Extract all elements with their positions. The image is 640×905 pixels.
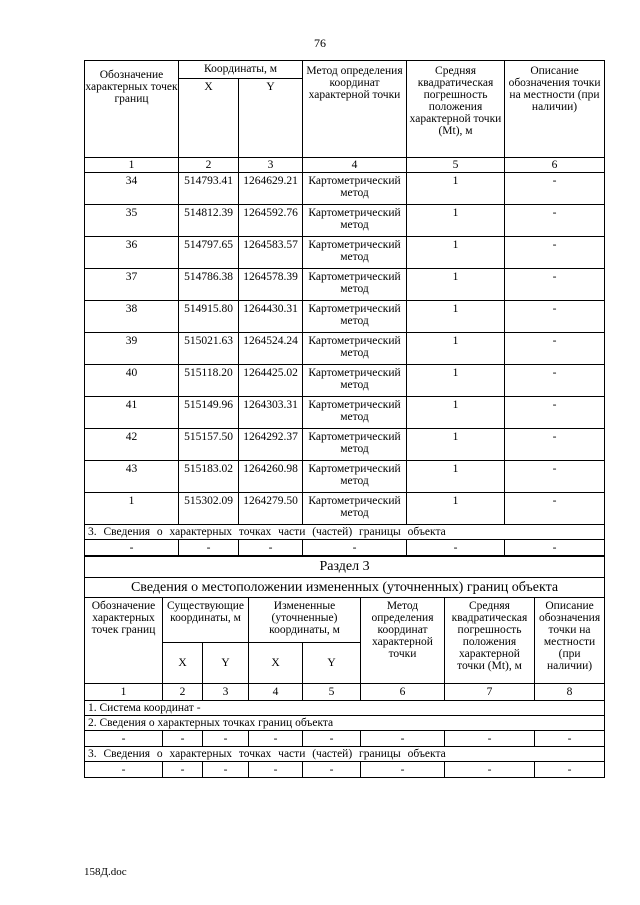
column-numbers-row — [85, 158, 605, 173]
table-row — [85, 365, 605, 397]
empty-cell: - — [303, 762, 361, 778]
header-existing-x: X — [163, 643, 203, 684]
table-row — [85, 269, 605, 301]
method-cell: Картометрический метод — [303, 429, 407, 461]
mt-cell: 1 — [407, 205, 505, 237]
page-number: 76 — [314, 36, 326, 50]
point-cell: 41 — [85, 397, 179, 429]
method-cell: Картометрический метод — [303, 333, 407, 365]
point-cell: 35 — [85, 205, 179, 237]
desc-cell: - — [505, 205, 605, 237]
y-cell: 1264279.50 — [239, 493, 303, 525]
col-number: 2 — [163, 684, 203, 701]
mt-cell: 1 — [407, 237, 505, 269]
header-mt: Средняя квадратическая погрешность положения характерной точки (Mt), м — [445, 598, 535, 684]
mt-cell: 1 — [407, 333, 505, 365]
x-cell: 515183.02 — [179, 461, 239, 493]
table-row — [85, 461, 605, 493]
table-title-row — [85, 578, 605, 598]
method-cell: Картометрический метод — [303, 269, 407, 301]
method-cell: Картометрический метод — [303, 205, 407, 237]
point-cell: 1 — [85, 493, 179, 525]
section-title-row — [85, 557, 605, 578]
method-cell: Картометрический метод — [303, 397, 407, 429]
table-row — [85, 493, 605, 525]
empty-cell: - — [203, 762, 249, 778]
point-cell: 37 — [85, 269, 179, 301]
col-number: 4 — [303, 158, 407, 173]
empty-cell: - — [361, 731, 445, 747]
method-cell: Картометрический метод — [303, 493, 407, 525]
col-number: 5 — [407, 158, 505, 173]
header-points: Обозначение характерных точек границ — [85, 61, 179, 158]
section-row — [85, 525, 605, 540]
dash-row — [85, 540, 605, 556]
empty-cell: - — [239, 540, 303, 556]
changed-boundaries-table — [84, 556, 605, 778]
coordinate-system-label: 1. Система координат - — [85, 701, 605, 716]
section-2-label: 2. Сведения о характерных точках границ объекта — [85, 716, 605, 731]
mt-cell: 1 — [407, 493, 505, 525]
header-mt: Средняя квадратическая погрешность положения характерной точки (Mt), м — [407, 61, 505, 158]
x-cell: 515021.63 — [179, 333, 239, 365]
x-cell: 515149.96 — [179, 397, 239, 429]
mt-cell: 1 — [407, 365, 505, 397]
empty-cell: - — [203, 731, 249, 747]
table-header-row — [85, 598, 605, 643]
mt-cell: 1 — [407, 173, 505, 205]
empty-cell: - — [445, 762, 535, 778]
table-row — [85, 397, 605, 429]
empty-cell: - — [249, 731, 303, 747]
boundary-points-table — [84, 60, 605, 556]
table-row — [85, 301, 605, 333]
header-existing-coords: Существующие координаты, м — [163, 598, 249, 643]
desc-cell: - — [505, 493, 605, 525]
mt-cell: 1 — [407, 301, 505, 333]
section-row — [85, 701, 605, 716]
empty-cell: - — [535, 762, 605, 778]
mt-cell: 1 — [407, 461, 505, 493]
point-cell: 39 — [85, 333, 179, 365]
section-row — [85, 747, 605, 762]
y-cell: 1264592.76 — [239, 205, 303, 237]
empty-cell: - — [407, 540, 505, 556]
y-cell: 1264629.21 — [239, 173, 303, 205]
x-cell: 514786.38 — [179, 269, 239, 301]
y-cell: 1264425.02 — [239, 365, 303, 397]
point-cell: 43 — [85, 461, 179, 493]
desc-cell: - — [505, 269, 605, 301]
desc-cell: - — [505, 237, 605, 269]
desc-cell: - — [505, 301, 605, 333]
method-cell: Картометрический метод — [303, 237, 407, 269]
table-row — [85, 237, 605, 269]
empty-cell: - — [85, 731, 163, 747]
x-cell: 515157.50 — [179, 429, 239, 461]
y-cell: 1264292.37 — [239, 429, 303, 461]
table-row — [85, 173, 605, 205]
empty-cell: - — [163, 762, 203, 778]
y-cell: 1264578.39 — [239, 269, 303, 301]
point-cell: 40 — [85, 365, 179, 397]
desc-cell: - — [505, 333, 605, 365]
empty-cell: - — [505, 540, 605, 556]
method-cell: Картометрический метод — [303, 461, 407, 493]
header-coords: Координаты, м — [179, 61, 303, 79]
col-number: 6 — [505, 158, 605, 173]
header-x: X — [179, 78, 239, 157]
col-number: 8 — [535, 684, 605, 701]
x-cell: 514793.41 — [179, 173, 239, 205]
desc-cell: - — [505, 365, 605, 397]
y-cell: 1264430.31 — [239, 301, 303, 333]
dash-row — [85, 731, 605, 747]
header-method: Метод определения координат характерной точки — [303, 61, 407, 158]
mt-cell: 1 — [407, 269, 505, 301]
point-cell: 38 — [85, 301, 179, 333]
col-number: 2 — [179, 158, 239, 173]
col-number: 6 — [361, 684, 445, 701]
section-row — [85, 716, 605, 731]
table-row — [85, 429, 605, 461]
x-cell: 515118.20 — [179, 365, 239, 397]
header-changed-y: Y — [303, 643, 361, 684]
empty-cell: - — [85, 540, 179, 556]
y-cell: 1264260.98 — [239, 461, 303, 493]
x-cell: 514812.39 — [179, 205, 239, 237]
empty-cell: - — [535, 731, 605, 747]
col-number: 1 — [85, 684, 163, 701]
section-3-label: 3. Сведения о характерных точках части (частей) границы объекта — [85, 747, 605, 762]
mt-cell: 1 — [407, 429, 505, 461]
mt-cell: 1 — [407, 397, 505, 429]
col-number: 3 — [203, 684, 249, 701]
point-cell: 36 — [85, 237, 179, 269]
empty-cell: - — [445, 731, 535, 747]
header-y: Y — [239, 78, 303, 157]
empty-cell: - — [85, 762, 163, 778]
table-title: Сведения о местоположении измененных (уточненных) границ объекта — [85, 578, 605, 598]
desc-cell: - — [505, 397, 605, 429]
y-cell: 1264524.24 — [239, 333, 303, 365]
document-filename: 158Д.doc — [84, 866, 127, 878]
col-number: 7 — [445, 684, 535, 701]
col-number: 4 — [249, 684, 303, 701]
col-number: 3 — [239, 158, 303, 173]
y-cell: 1264583.57 — [239, 237, 303, 269]
table-row — [85, 205, 605, 237]
header-existing-y: Y — [203, 643, 249, 684]
header-points: Обозначение характерных точек границ — [85, 598, 163, 684]
x-cell: 515302.09 — [179, 493, 239, 525]
empty-cell: - — [179, 540, 239, 556]
empty-cell: - — [303, 731, 361, 747]
desc-cell: - — [505, 173, 605, 205]
header-desc: Описание обозначения точки на местности (при наличии) — [505, 61, 605, 158]
empty-cell: - — [249, 762, 303, 778]
empty-cell: - — [163, 731, 203, 747]
empty-cell: - — [303, 540, 407, 556]
section-title: Раздел 3 — [85, 557, 605, 578]
header-method: Метод определения координат характерной точки — [361, 598, 445, 684]
method-cell: Картометрический метод — [303, 173, 407, 205]
x-cell: 514915.80 — [179, 301, 239, 333]
table-header-row — [85, 61, 605, 79]
section-3-label: 3. Сведения о характерных точках части (частей) границы объекта — [85, 525, 605, 540]
column-numbers-row — [85, 684, 605, 701]
point-cell: 42 — [85, 429, 179, 461]
table-row — [85, 333, 605, 365]
desc-cell: - — [505, 429, 605, 461]
desc-cell: - — [505, 461, 605, 493]
y-cell: 1264303.31 — [239, 397, 303, 429]
method-cell: Картометрический метод — [303, 301, 407, 333]
header-desc: Описание обозначения точки на местности (при наличии) — [535, 598, 605, 684]
point-cell: 34 — [85, 173, 179, 205]
col-number: 5 — [303, 684, 361, 701]
method-cell: Картометрический метод — [303, 365, 407, 397]
dash-row — [85, 762, 605, 778]
header-changed-x: X — [249, 643, 303, 684]
empty-cell: - — [361, 762, 445, 778]
header-changed-coords: Измененные (уточненные) координаты, м — [249, 598, 361, 643]
col-number: 1 — [85, 158, 179, 173]
x-cell: 514797.65 — [179, 237, 239, 269]
